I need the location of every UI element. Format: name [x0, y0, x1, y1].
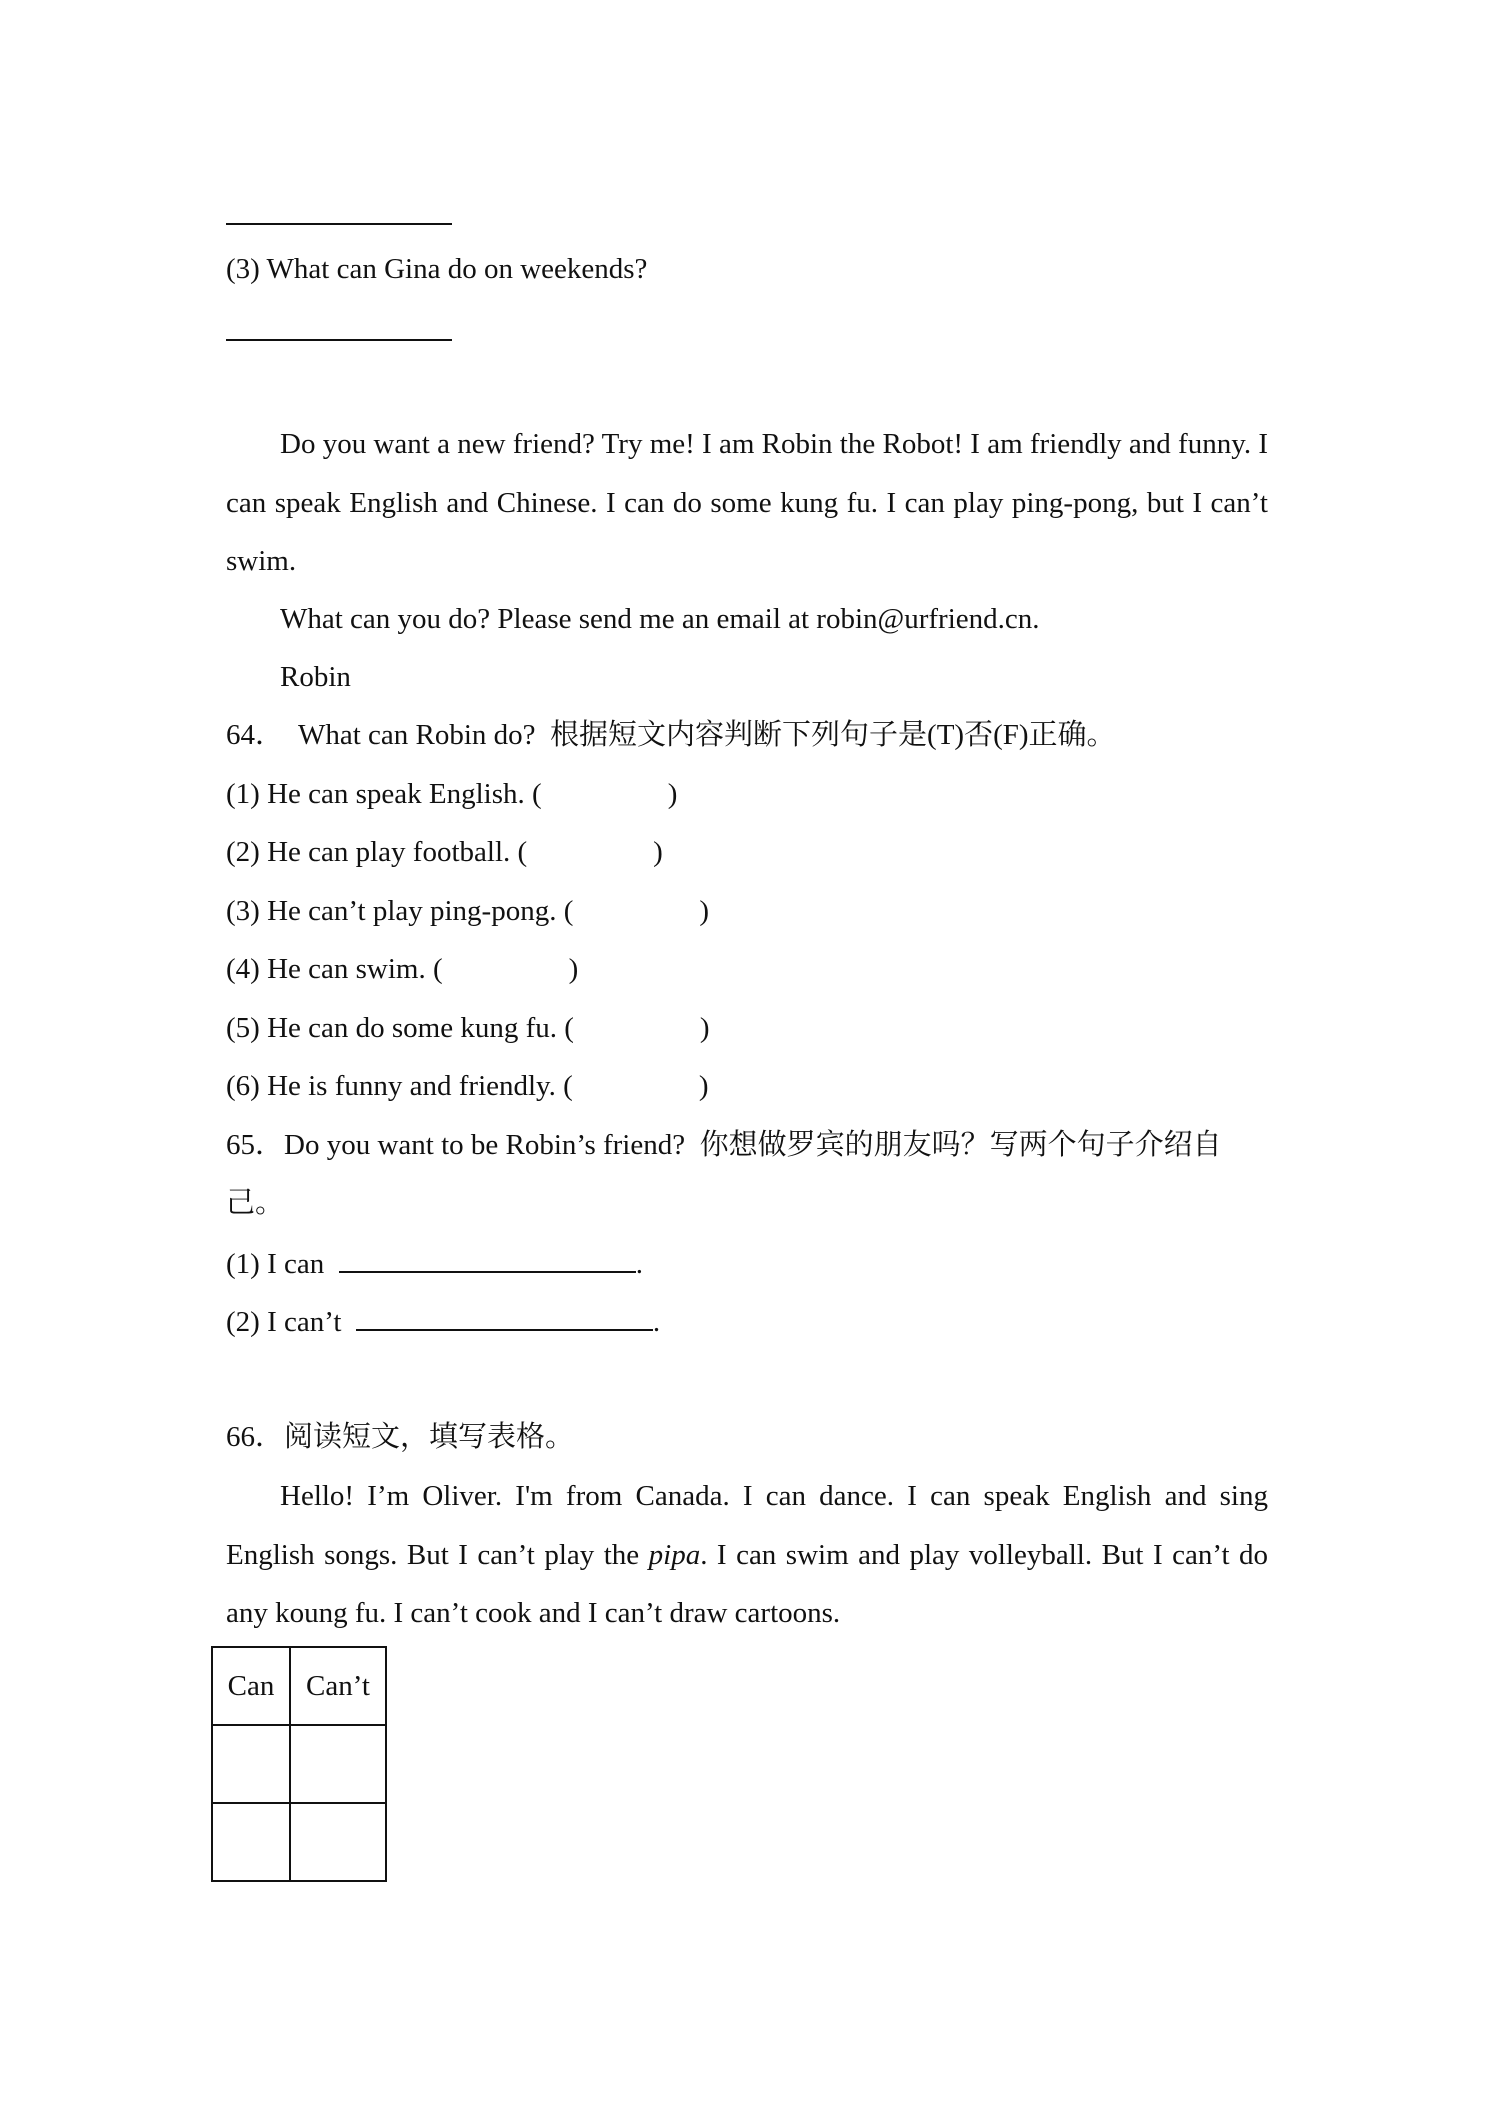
question-65-title-cont: 己。 [226, 1187, 285, 1219]
question-63-3: (3) What can Gina do on weekends? [226, 253, 648, 285]
question-64-item: (5) He can do some kung fu. ( ) [226, 1012, 710, 1044]
table-header-can: Can [212, 1647, 290, 1725]
table-cell[interactable] [212, 1803, 290, 1881]
passage-robin-signature: Robin [280, 661, 351, 693]
table-row [212, 1803, 386, 1881]
question-65-item: (1) I can . [226, 1243, 643, 1283]
question-64-item: (1) He can speak English. ( ) [226, 778, 678, 810]
passage-oliver: Hello! I’m Oliver. I'm from Canada. I can dance. I can speak English and sing English songs. But I can’t play the pipa. I can swim and play volleyball. But I can’t do any koung fu. I can’t cook and I can’t draw cartoons. [226, 1480, 1268, 1629]
answer-line[interactable] [226, 223, 452, 225]
question-65-item: (2) I can’t . [226, 1301, 660, 1341]
table-cell[interactable] [290, 1803, 386, 1881]
passage-robin-email: What can you do? Please send me an email at robin@urfriend.cn. [280, 603, 1040, 635]
table-row [212, 1725, 386, 1803]
table-header-row [212, 1647, 386, 1725]
writing-blank[interactable] [339, 1243, 636, 1273]
table-cell[interactable] [290, 1725, 386, 1803]
question-64-title: 64． What can Robin do? 根据短文内容判断下列句子是(T)否(F)正确。 [226, 719, 1116, 751]
question-66-title: 66．阅读短文，填写表格。 [226, 1421, 575, 1453]
question-64-item: (3) He can’t play ping-pong. ( ) [226, 895, 710, 927]
question-65-title: 65．Do you want to be Robin’s friend? 你想做罗宾的朋友吗？写两个句子介绍自 [226, 1129, 1222, 1161]
question-64-item: (2) He can play football. ( ) [226, 836, 663, 868]
table-cell[interactable] [212, 1725, 290, 1803]
passage-robin: Do you want a new friend? Try me! I am Robin the Robot! I am friendly and funny. I can speak English and Chinese. I can do some kung fu. I can play ping-pong, but I can’t swim. [226, 428, 1268, 577]
writing-blank[interactable] [356, 1301, 653, 1331]
table-header-cant: Can’t [290, 1647, 386, 1725]
can-cant-table [211, 1646, 387, 1882]
question-64-item: (6) He is funny and friendly. ( ) [226, 1070, 709, 1102]
question-64-item: (4) He can swim. ( ) [226, 953, 579, 985]
answer-line[interactable] [226, 339, 452, 341]
